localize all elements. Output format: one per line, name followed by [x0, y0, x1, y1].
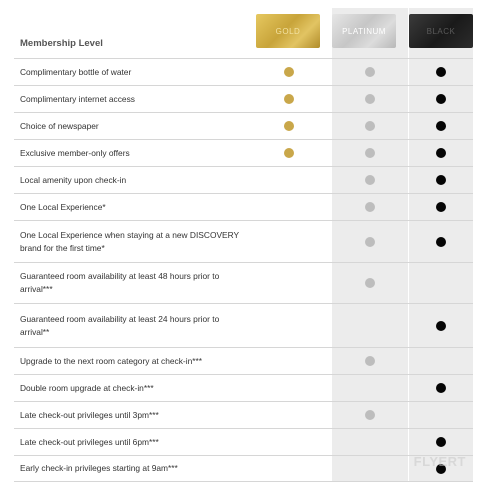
- gold-included-dot-icon: [284, 67, 294, 77]
- black-tier-card: [409, 14, 473, 48]
- platinum-cell: [360, 402, 380, 428]
- gold-cell: [279, 86, 299, 112]
- black-cell: [431, 113, 451, 139]
- platinum-included-dot-icon: [365, 148, 375, 158]
- platinum-tier-label: PLATINUM: [342, 27, 386, 36]
- platinum-included-dot-icon: [365, 67, 375, 77]
- benefit-label: Complimentary internet access: [14, 93, 242, 106]
- platinum-included-dot-icon: [365, 175, 375, 185]
- table-row: [14, 374, 473, 401]
- platinum-included-dot-icon: [365, 94, 375, 104]
- table-row: [14, 262, 473, 303]
- benefit-label: Guaranteed room availability at least 48 hours prior to arrival***: [14, 270, 242, 296]
- black-tier-label: BLACK: [427, 27, 456, 36]
- table-header: [14, 8, 473, 58]
- gold-tier-label: GOLD: [276, 27, 301, 36]
- platinum-cell: [360, 263, 380, 303]
- platinum-cell: [360, 140, 380, 166]
- platinum-tier-card: [332, 14, 396, 48]
- benefit-label: Exclusive member-only offers: [14, 147, 242, 160]
- black-cell: [431, 194, 451, 220]
- black-included-dot-icon: [436, 383, 446, 393]
- gold-cell: [279, 140, 299, 166]
- benefit-label: Early check-in privileges starting at 9am***: [14, 462, 242, 475]
- benefit-label: Complimentary bottle of water: [14, 66, 242, 79]
- gold-tier-card: [256, 14, 320, 48]
- platinum-cell: [360, 348, 380, 374]
- benefit-label: Local amenity upon check-in: [14, 174, 242, 187]
- gold-included-dot-icon: [284, 148, 294, 158]
- table-row: [14, 139, 473, 166]
- platinum-cell: [360, 167, 380, 193]
- table-row: [14, 428, 473, 455]
- black-cell: [431, 375, 451, 401]
- black-included-dot-icon: [436, 121, 446, 131]
- benefit-label: Late check-out privileges until 6pm***: [14, 436, 242, 449]
- membership-benefits-table: [14, 8, 473, 482]
- black-cell: [431, 221, 451, 262]
- table-row: [14, 401, 473, 428]
- benefit-rows: [14, 58, 473, 482]
- gold-included-dot-icon: [284, 121, 294, 131]
- black-cell: [431, 304, 451, 347]
- watermark: FLYERT: [414, 454, 466, 469]
- black-included-dot-icon: [436, 237, 446, 247]
- table-row: [14, 347, 473, 374]
- black-included-dot-icon: [436, 202, 446, 212]
- table-row: [14, 303, 473, 347]
- black-cell: [431, 140, 451, 166]
- black-cell: [431, 429, 451, 455]
- black-included-dot-icon: [436, 148, 446, 158]
- table-row: [14, 58, 473, 85]
- black-included-dot-icon: [436, 175, 446, 185]
- table-row: [14, 112, 473, 139]
- benefit-label: Upgrade to the next room category at check-in***: [14, 355, 242, 368]
- black-included-dot-icon: [436, 321, 446, 331]
- gold-cell: [279, 113, 299, 139]
- platinum-included-dot-icon: [365, 121, 375, 131]
- table-row: [14, 193, 473, 220]
- table-row: [14, 85, 473, 112]
- black-cell: [431, 86, 451, 112]
- gold-included-dot-icon: [284, 94, 294, 104]
- platinum-included-dot-icon: [365, 356, 375, 366]
- platinum-included-dot-icon: [365, 202, 375, 212]
- black-included-dot-icon: [436, 67, 446, 77]
- table-row: [14, 220, 473, 262]
- benefit-label: Double room upgrade at check-in***: [14, 382, 242, 395]
- black-included-dot-icon: [436, 437, 446, 447]
- platinum-included-dot-icon: [365, 410, 375, 420]
- membership-level-heading: Membership Level: [20, 38, 103, 49]
- black-cell: [431, 167, 451, 193]
- table-row: [14, 166, 473, 193]
- platinum-cell: [360, 86, 380, 112]
- benefit-label: Choice of newspaper: [14, 120, 242, 133]
- platinum-included-dot-icon: [365, 237, 375, 247]
- black-cell: [431, 59, 451, 85]
- benefit-label: One Local Experience when staying at a new DISCOVERY brand for the first time*: [14, 229, 242, 255]
- platinum-cell: [360, 59, 380, 85]
- benefit-label: Late check-out privileges until 3pm***: [14, 409, 242, 422]
- platinum-cell: [360, 113, 380, 139]
- benefit-label: One Local Experience*: [14, 201, 242, 214]
- platinum-cell: [360, 221, 380, 262]
- gold-cell: [279, 59, 299, 85]
- platinum-cell: [360, 194, 380, 220]
- benefit-label: Guaranteed room availability at least 24 hours prior to arrival**: [14, 313, 242, 339]
- black-included-dot-icon: [436, 94, 446, 104]
- platinum-included-dot-icon: [365, 278, 375, 288]
- table-row: [14, 455, 473, 482]
